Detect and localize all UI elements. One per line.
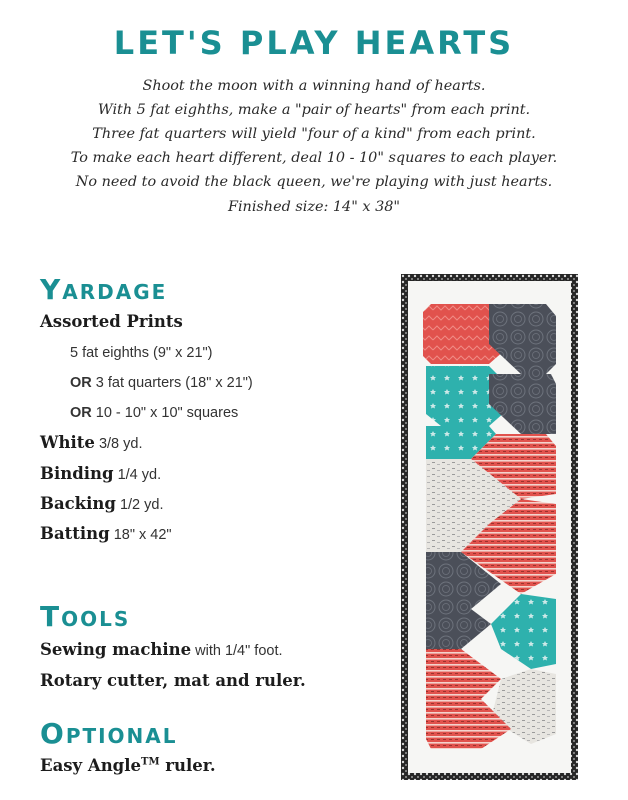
option-prefix: OR <box>70 375 92 391</box>
option-prefix: OR <box>70 405 92 421</box>
option-text: 10 - 10" x 10" squares <box>91 405 239 421</box>
page-title: LET'S PLAY HEARTS <box>113 24 515 62</box>
tools-heading-rest: OOLS <box>61 607 131 631</box>
tool-label: Sewing machine <box>40 640 192 659</box>
yardage-heading-cap: Y <box>40 273 63 306</box>
material-qty: 1/4 yd. <box>113 467 162 483</box>
option-squares <box>70 405 238 421</box>
finished-size: Finished size: 14" x 38" <box>227 199 401 215</box>
quilt-hearts <box>423 304 556 749</box>
material-backing <box>40 494 163 513</box>
option-text: 5 fat eighths (9" x 21") <box>70 345 213 361</box>
intro-line: To make each heart different, deal 10 - 10" squares to each player. <box>70 150 558 166</box>
material-label: Backing <box>40 494 116 513</box>
optional-label: Easy Angle <box>40 756 141 775</box>
yardage-heading-rest: ARDAGE <box>62 280 168 304</box>
option-fat-eighths <box>70 345 212 361</box>
optional-easy-angle <box>40 756 216 775</box>
tools-heading-cap: T <box>40 600 62 633</box>
material-qty: 1/2 yd. <box>115 497 164 513</box>
material-label: Binding <box>40 464 114 483</box>
tool-note: with 1/4" foot. <box>191 643 283 659</box>
optional-heading <box>40 717 178 750</box>
tool-sewing-machine <box>40 640 283 659</box>
intro-paragraph <box>0 74 628 194</box>
intro-line: No need to avoid the black queen, we're playing with just hearts. <box>75 174 553 190</box>
tools-heading <box>40 600 130 633</box>
material-white <box>40 433 142 452</box>
material-qty: 18" x 42" <box>109 527 172 543</box>
intro-line: With 5 fat eighths, make a "pair of hearts" from each print. <box>97 102 531 118</box>
intro-line: Three fat quarters will yield "four of a kind" from each print. <box>92 126 536 142</box>
option-fat-quarters <box>70 375 253 391</box>
material-binding <box>40 464 161 483</box>
intro-line: Shoot the moon with a winning hand of hearts. <box>142 78 486 94</box>
optional-heading-rest: PTIONAL <box>65 724 178 748</box>
quilt-photo <box>401 274 578 780</box>
material-label: Batting <box>40 524 110 543</box>
optional-heading-cap: O <box>40 717 66 750</box>
optional-suffix: ruler. <box>159 756 216 775</box>
material-batting <box>40 524 172 543</box>
material-qty: 3/8 yd. <box>94 436 143 452</box>
option-text: 3 fat quarters (18" x 21") <box>91 375 253 391</box>
tool-rotary-cutter: Rotary cutter, mat and ruler. <box>40 671 306 690</box>
material-label: White <box>40 433 95 452</box>
trademark-mark: TM <box>141 756 160 768</box>
yardage-heading <box>40 273 167 306</box>
assorted-prints-label: Assorted Prints <box>40 312 183 331</box>
